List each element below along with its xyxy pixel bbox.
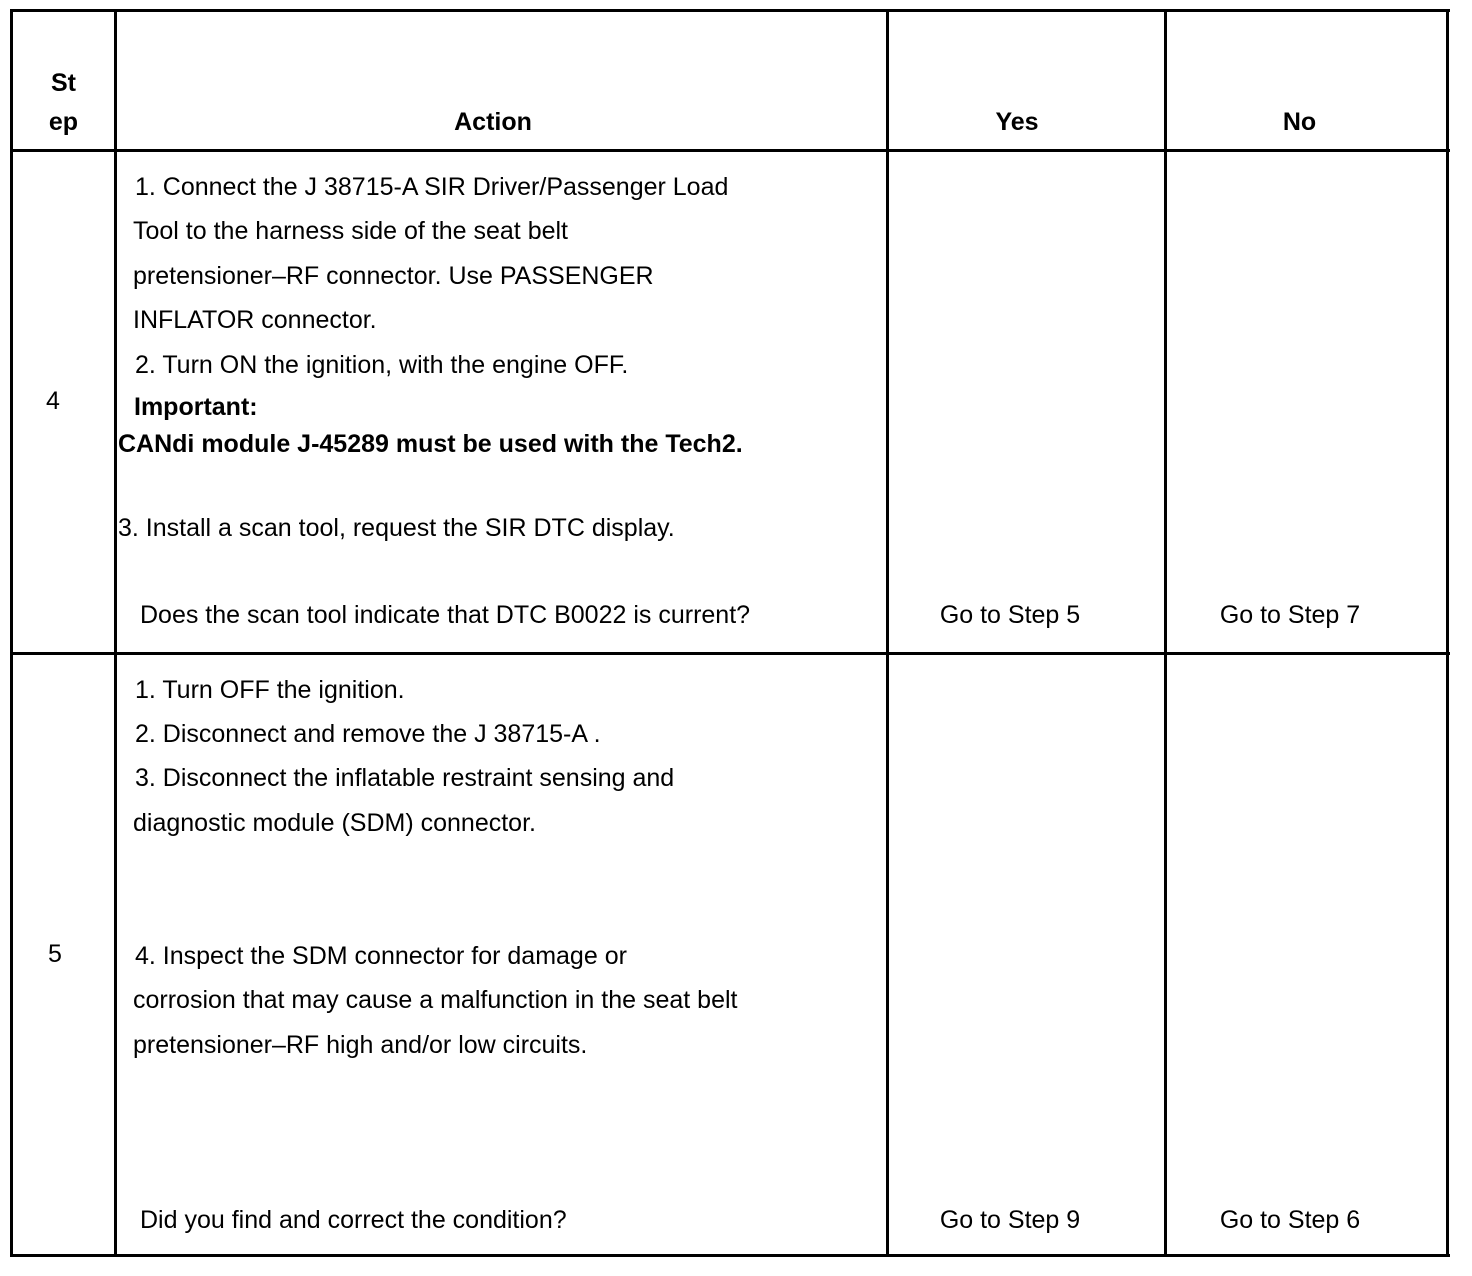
step-number-4: 4 [46, 387, 60, 415]
step5-instruction-4-line1: 4. Inspect the SDM connector for damage or [135, 942, 627, 970]
column-divider-step [114, 9, 117, 1257]
step4-instruction-1-line3: pretensioner–RF connector. Use PASSENGER [133, 262, 654, 290]
table-border-bottom [10, 1254, 1450, 1257]
column-divider-yes [1164, 9, 1167, 1257]
step5-instruction-4-line3: pretensioner–RF high and/or low circuits. [133, 1031, 588, 1059]
step4-yes-result: Go to Step 5 [939, 601, 1081, 629]
table-border-right [1446, 9, 1449, 1257]
step4-important-label: Important: [134, 393, 258, 421]
step4-no-result: Go to Step 7 [1219, 601, 1361, 629]
step5-question: Did you find and correct the condition? [140, 1206, 567, 1234]
row-divider [10, 652, 1450, 655]
step4-instruction-2: 2. Turn ON the ignition, with the engine OFF. [135, 351, 629, 379]
step4-question: Does the scan tool indicate that DTC B0022 is current? [140, 601, 751, 629]
step-number-5: 5 [48, 940, 62, 968]
step5-yes-result: Go to Step 9 [939, 1206, 1081, 1234]
step5-instruction-3-line2: diagnostic module (SDM) connector. [133, 809, 536, 837]
step5-instruction-3-line1: 3. Disconnect the inflatable restraint sensing and [135, 764, 675, 792]
header-step-line2: ep [48, 108, 79, 136]
step5-instruction-2: 2. Disconnect and remove the J 38715-A . [135, 720, 601, 748]
header-action: Action [454, 108, 532, 136]
step4-important-text: CANdi module J-45289 must be used with the Tech2. [118, 430, 743, 458]
step4-instruction-1-line2: Tool to the harness side of the seat belt [133, 217, 568, 245]
step4-instruction-1-line4: INFLATOR connector. [133, 306, 377, 334]
header-step-line1: St [51, 69, 76, 97]
header-no: No [1282, 108, 1317, 136]
step5-instruction-4-line2: corrosion that may cause a malfunction in the seat belt [133, 986, 738, 1014]
table-border-left [10, 9, 13, 1257]
step4-instruction-3: 3. Install a scan tool, request the SIR DTC display. [118, 514, 675, 542]
header-yes: Yes [995, 108, 1039, 136]
step5-no-result: Go to Step 6 [1219, 1206, 1361, 1234]
header-divider [10, 149, 1450, 152]
step4-instruction-1-line1: 1. Connect the J 38715-A SIR Driver/Passenger Load [135, 173, 729, 201]
column-divider-action [886, 9, 889, 1257]
step5-instruction-1: 1. Turn OFF the ignition. [135, 676, 405, 704]
table-border-top [10, 9, 1450, 12]
